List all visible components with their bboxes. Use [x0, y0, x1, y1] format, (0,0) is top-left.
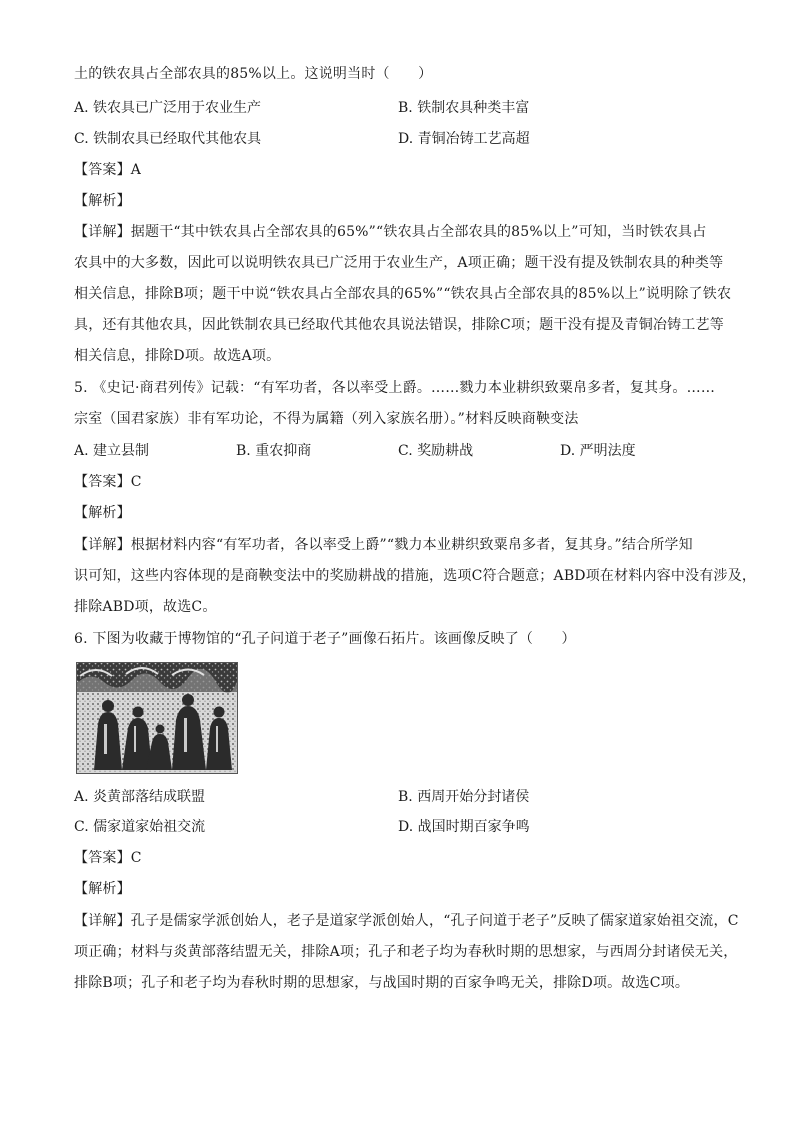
q5-option-b: B. 重农抑商 [236, 443, 312, 459]
q4-option-d: D. 青铜冶铸工艺高超 [398, 131, 530, 147]
q5-option-c: C. 奖励耕战 [398, 443, 474, 459]
q4-analysis-label: 【解析】 [74, 193, 131, 209]
q4-detail-line: 农具中的大多数，因此可以说明铁农具已广泛用于农业生产，A项正确；题干没有提及铁制农具的种类等 [74, 255, 724, 271]
q6-option-a: A. 炎黄部落结成联盟 [74, 789, 206, 805]
q6-option-b: B. 西周开始分封诸侯 [398, 789, 530, 805]
q6-option-c: C. 儒家道家始祖交流 [74, 819, 206, 835]
q4-option-a: A. 铁农具已广泛用于农业生产 [74, 100, 262, 116]
q4-option-b: B. 铁制农具种类丰富 [398, 100, 530, 116]
q5-stem-line: 宗室（国君家族）非有军功论，不得为属籍（列入家族名册）。”材料反映商鞅变法 [74, 411, 579, 427]
q5-stem-line: 5. 《史记·商君列传》记载：“有军功者，各以率受上爵。……戮力本业耕织致粟帛多者，复其身。…… [74, 380, 716, 396]
q5-detail-line: 识可知，这些内容体现的是商鞅变法中的奖励耕战的措施，选项C符合题意；ABD项在材料内容中没有涉及， [74, 568, 757, 584]
q4-detail-line: 【详解】据题干“其中铁农具占全部农具的65%”“铁农具占全部农具的85%以上”可知，当时铁农具占 [74, 224, 707, 240]
q4-option-c: C. 铁制农具已经取代其他农具 [74, 131, 262, 147]
q6-detail-line: 【详解】孔子是儒家学派创始人，老子是道家学派创始人，“孔子问道于老子”反映了儒家道家始祖交流，C [74, 913, 739, 929]
q6-analysis-label: 【解析】 [74, 881, 131, 897]
q4-detail-line: 相关信息，排除B项；题干中说“铁农具占全部农具的65%”“铁农具占全部农具的85%以上”说明除了铁农 [74, 286, 732, 302]
stone-rubbing-image [76, 662, 238, 774]
q4-answer: 【答案】A [74, 162, 142, 178]
q4-detail-line: 相关信息，排除D项。故选A项。 [74, 348, 281, 364]
q6-detail-line: 项正确；材料与炎黄部落结盟无关，排除A项；孔子和老子均为春秋时期的思想家，与西周分封诸侯无关， [74, 944, 738, 960]
q5-option-d: D. 严明法度 [560, 443, 636, 459]
q5-answer: 【答案】C [74, 474, 142, 490]
q6-answer: 【答案】C [74, 850, 142, 866]
q5-option-a: A. 建立县制 [74, 443, 150, 459]
q5-analysis-label: 【解析】 [74, 505, 131, 521]
q4-stem-tail: 土的铁农具占全部农具的85%以上。这说明当时（ ） [74, 66, 433, 82]
q6-detail-line: 排除B项；孔子和老子均为春秋时期的思想家，与战国时期的百家争鸣无关，排除D项。故选C项。 [74, 975, 690, 991]
q6-stem: 6. 下图为收藏于博物馆的“孔子问道于老子”画像石拓片。该画像反映了（ ） [74, 631, 576, 647]
q6-option-d: D. 战国时期百家争鸣 [398, 819, 530, 835]
q5-detail-line: 排除ABD项，故选C。 [74, 599, 217, 615]
q4-detail-line: 具，还有其他农具，因此铁制农具已经取代其他农具说法错误，排除C项；题干没有提及青铜冶铸工艺等 [74, 317, 724, 333]
q5-detail-line: 【详解】根据材料内容“有军功者，各以率受上爵”“戮力本业耕织致粟帛多者，复其身。”结合所学知 [74, 537, 693, 553]
